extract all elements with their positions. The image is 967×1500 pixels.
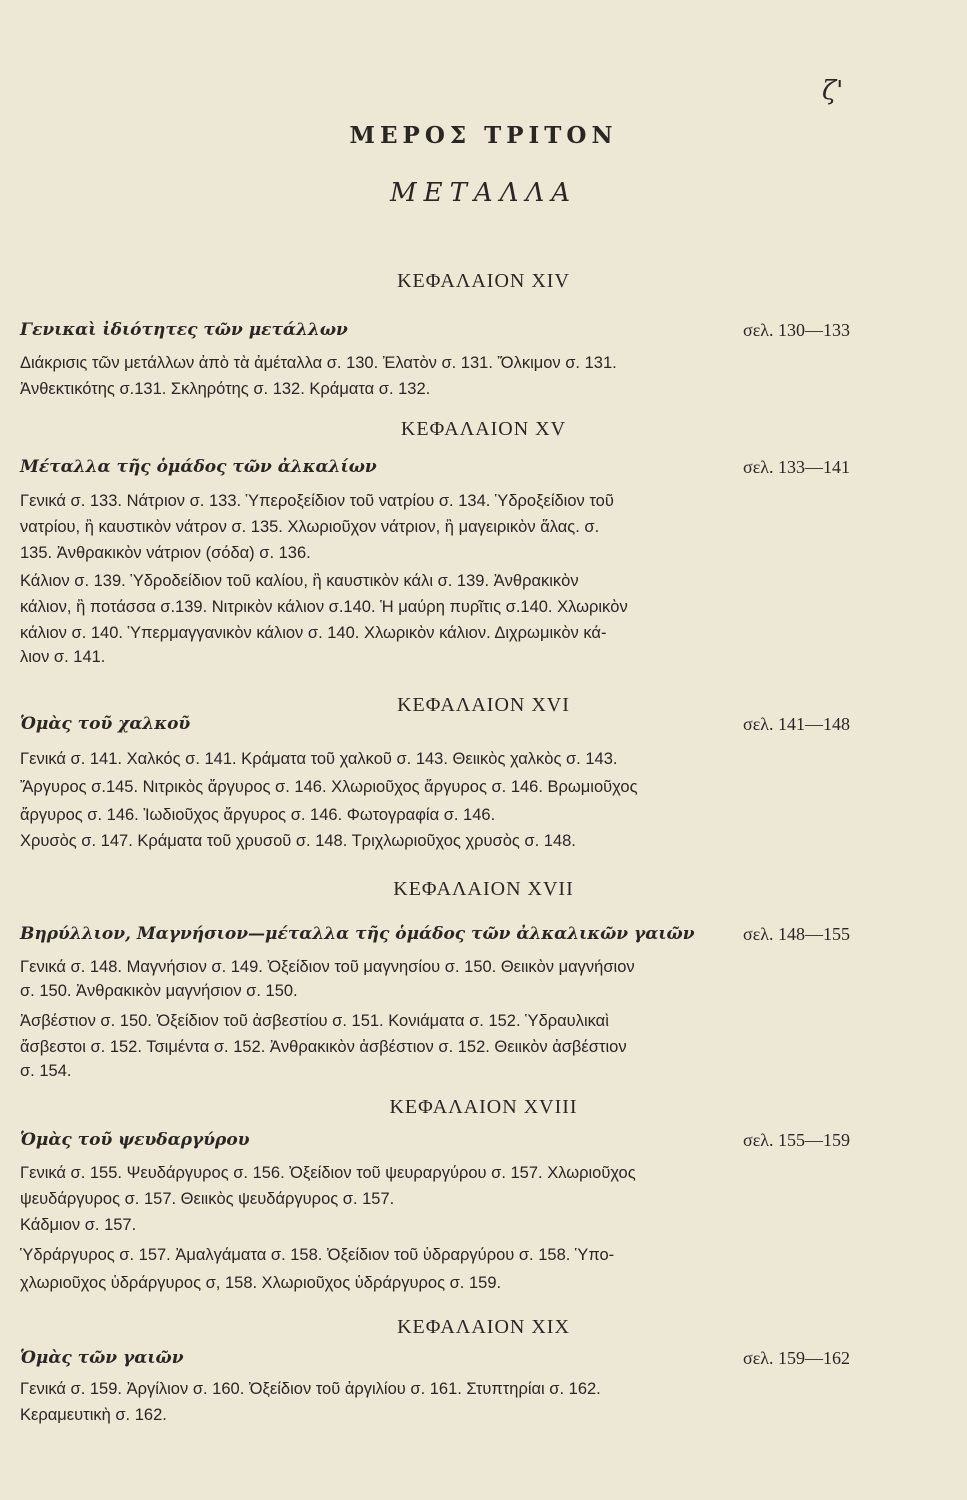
body-line: Γενικά σ. 133. Νάτριον σ. 133. Ὑπεροξείδιον τοῦ νατρίου σ. 134. Ὑδροξείδιον τοῦ (20, 492, 614, 510)
body-line: χλωριοῦχος ὑδράργυρος σ, 158. Χλωριοῦχος ὑδράργυρος σ. 159. (20, 1274, 502, 1292)
body-line: κάλιον, ἢ ποτάσσα σ.139. Νιτρικὸν κάλιον σ.140. Ἡ μαύρη πυρῖτις σ.140. Χλωρικὸν (20, 598, 628, 616)
chapter-pages: σελ. 155—159 (743, 1130, 850, 1150)
chapter-title-row (20, 457, 850, 477)
body-line: Γενικά σ. 148. Μαγνήσιον σ. 149. Ὀξείδιον τοῦ μαγνησίου σ. 150. Θειικὸν μαγνήσιον (20, 958, 635, 976)
body-line: Διάκρισις τῶν μετάλλων ἀπὸ τὰ ἀμέταλλα σ. 130. Ἐλατὸν σ. 131. Ὄλκιμον σ. 131. (20, 354, 617, 372)
chapter-pages: σελ. 148—155 (743, 924, 850, 944)
body-line: Ἄργυρος σ.145. Νιτρικὸς ἄργυρος σ. 146. Χλωριοῦχος ἄργυρος σ. 146. Βρωμιοῦχος (20, 778, 638, 796)
body-line: ἄσβεστοι σ. 152. Τσιμέντα σ. 152. Ἀνθρακικὸν ἀσβέστιον σ. 152. Θειικὸν ἀσβέστιον (20, 1038, 627, 1056)
chapter-title: Ὁμὰς τῶν γαιῶν (20, 1348, 184, 1368)
body-line: Ἀνθεκτικότης σ.131. Σκληρότης σ. 132. Κράματα σ. 132. (20, 380, 431, 398)
chapter-title: Γενικαὶ ἰδιότητες τῶν μετάλλων (20, 320, 348, 340)
body-line: λιον σ. 141. (20, 648, 106, 666)
body-line: Χρυσὸς σ. 147. Κράματα τοῦ χρυσοῦ σ. 148. Τριχλωριοῦχος χρυσὸς σ. 148. (20, 832, 576, 850)
page-folio: ζ' (822, 76, 844, 106)
chapter-heading: ΚΕΦΑΛΑΙΟΝ XVII (393, 878, 574, 900)
body-line: Ἀσβέστιον σ. 150. Ὀξείδιον τοῦ ἀσβεστίου σ. 151. Κονιάματα σ. 152. Ὑδραυλικαὶ (20, 1012, 609, 1030)
body-line: 135. Ἀνθρακικὸν νάτριον (σόδα) σ. 136. (20, 544, 311, 562)
body-line: Κεραμευτικὴ σ. 162. (20, 1406, 167, 1424)
chapter-title: Ὁμὰς τοῦ χαλκοῦ (20, 714, 191, 734)
chapter-title: Ὁμὰς τοῦ ψευδαργύρου (20, 1130, 250, 1150)
chapter-heading: ΚΕΦΑΛΑΙΟΝ XVIII (389, 1096, 578, 1118)
body-line: Γενικά σ. 159. Ἀργίλιον σ. 160. Ὀξείδιον τοῦ ἀργιλίου σ. 161. Στυπτηρίαι σ. 162. (20, 1380, 601, 1398)
chapter-heading: ΚΕΦΑΛΑΙΟΝ XIX (397, 1316, 570, 1338)
chapter-title-row (20, 1130, 850, 1150)
chapter-pages: σελ. 141—148 (743, 714, 850, 734)
chapter-pages: σελ. 159—162 (743, 1348, 850, 1368)
chapter-title-row (20, 320, 850, 340)
part-title: ΜΕΡΟΣ ΤΡΙΤΟΝ (349, 122, 618, 149)
body-line: Ὑδράργυρος σ. 157. Ἀμαλγάματα σ. 158. Ὀξείδιον τοῦ ὑδραργύρου σ. 158. Ὑπο- (20, 1246, 615, 1264)
chapter-pages: σελ. 133—141 (743, 457, 850, 477)
body-line: νατρίου, ἢ καυστικὸν νάτρον σ. 135. Χλωριοῦχον νάτριον, ἢ μαγειρικὸν ἅλας. σ. (20, 518, 600, 536)
chapter-heading: ΚΕΦΑΛΑΙΟΝ XV (400, 418, 567, 440)
body-line: ἄργυρος σ. 146. Ἰωδιοῦχος ἄργυρος σ. 146. Φωτογραφία σ. 146. (20, 806, 496, 824)
body-line: Κάδμιον σ. 157. (20, 1216, 137, 1234)
body-line: Γενικά σ. 141. Χαλκός σ. 141. Κράματα τοῦ χαλκοῦ σ. 143. Θειικὸς χαλκὸς σ. 143. (20, 750, 618, 768)
chapter-title: Βηρύλλιον, Μαγνήσιον—μέταλλα τῆς ὁμάδος τῶν ἀλκαλικῶν γαιῶν (20, 924, 695, 944)
body-line: σ. 154. (20, 1062, 72, 1080)
chapter-title: Μέταλλα τῆς ὁμάδος τῶν ἀλκαλίων (20, 457, 377, 477)
chapter-pages: σελ. 130—133 (743, 320, 850, 340)
section-title: ΜΕΤΑΛΛΑ (389, 178, 578, 208)
chapter-title-row (20, 714, 850, 734)
body-line: Γενικά σ. 155. Ψευδάργυρος σ. 156. Ὀξείδιον τοῦ ψευραργύρου σ. 157. Χλωριοῦχος (20, 1164, 636, 1182)
body-line: σ. 150. Ἀνθρακικὸν μαγνήσιον σ. 150. (20, 982, 298, 1000)
chapter-title-row (20, 1348, 850, 1368)
chapter-heading: ΚΕΦΑΛΑΙΟΝ XIV (397, 270, 570, 292)
body-line: Κάλιον σ. 139. Ὑδροδείδιον τοῦ καλίου, ἢ καυστικὸν κάλι σ. 139. Ἀνθρακικὸν (20, 572, 579, 590)
chapter-heading: ΚΕΦΑΛΑΙΟΝ XVI (397, 694, 570, 716)
chapter-title-row (20, 924, 850, 944)
body-line: κάλιον σ. 140. Ὑπερμαγγανικὸν κάλιον σ. 140. Χλωρικὸν κάλιον. Διχρωμικὸν κά- (20, 624, 607, 642)
body-line: ψευδάργυρος σ. 157. Θειικὸς ψευδάργυρος σ. 157. (20, 1190, 395, 1208)
